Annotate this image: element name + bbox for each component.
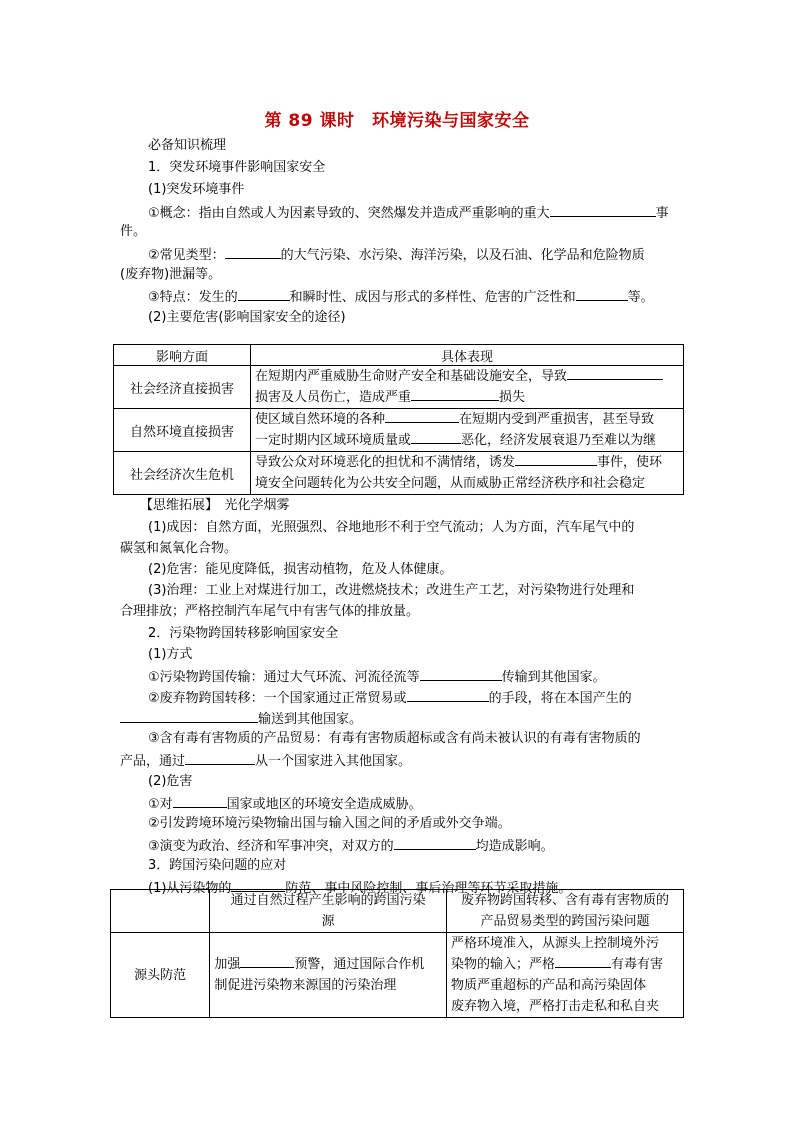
natural-measures-cell <box>210 933 447 1018</box>
s2-sub2: (2)危害 <box>148 774 193 789</box>
harm-line <box>148 837 554 855</box>
hazards-table <box>113 344 684 495</box>
method-text: 的手段，将在本国产生的 <box>488 691 632 706</box>
blank <box>576 288 628 301</box>
features-text-3: 等。 <box>627 290 654 305</box>
detail-text: 损失 <box>499 390 526 405</box>
blank <box>394 837 476 850</box>
method-text: 输送到其他国家。 <box>258 712 363 727</box>
s1-heading: 1．突发环境事件影响国家安全 <box>148 160 326 175</box>
aspect-cell: 自然环境直接损害 <box>114 409 251 452</box>
detail-text: 在短期内受到严重损害，甚至导致 <box>459 412 655 427</box>
types-line <box>148 246 645 264</box>
blank <box>240 955 294 968</box>
blank <box>550 204 656 217</box>
think-heading: 【思维拓展】 光化学烟雾 <box>140 498 290 513</box>
think-line: (1)成因：自然方面，光照强烈、谷地地形不利于空气流动；人为方面，汽车尾气中的 <box>148 520 635 535</box>
detail-cell <box>251 452 684 495</box>
method-line: ③含有毒有害物质的产品贸易：有毒有害物质超标或含有尚未被认识的有毒有害物质的 <box>148 731 641 746</box>
blank <box>555 955 611 968</box>
header-text: 源 <box>321 914 335 929</box>
think-line: 合理排放；严格控制汽车尾气中有害气体的排放量。 <box>120 604 420 619</box>
cell-text: 严格环境准入，从源头上控制境外污 <box>451 936 660 951</box>
section-heading: 必备知识梳理 <box>148 138 227 153</box>
think-line: (2)危害：能见度降低，损害动植物，危及人体健康。 <box>148 562 453 577</box>
blank <box>173 795 227 808</box>
header-text: 通过自然过程产生影响的跨国污染 <box>230 893 426 908</box>
blank <box>411 388 499 401</box>
harm-line <box>148 795 422 813</box>
think-line: 碳氢和氮氧化合物。 <box>120 541 238 556</box>
detail-text: 导致公众对环境恶化的担忧和不满情绪，诱发 <box>255 455 516 470</box>
blank <box>515 453 597 466</box>
page-title: 第 89 课时 环境污染与国家安全 <box>264 111 530 131</box>
cell-text: 染物的输入；严格 <box>451 957 556 972</box>
row-label: 源头防范 <box>111 933 210 1018</box>
harm-text: 均造成影响。 <box>475 839 554 854</box>
types-text: ②常见类型： <box>148 248 225 263</box>
cell-text: 预警，通过国际合作机 <box>294 957 425 972</box>
harm-line: ②引发跨境环境污染物输出国与输入国之间的矛盾或外交争端。 <box>148 816 511 831</box>
detail-cell <box>251 366 684 409</box>
cell-text: 废弃物入境，严格打击走私和私自夹 <box>451 999 660 1014</box>
table-header: 具体表现 <box>251 345 684 366</box>
header-text: 废弃物跨国转移、含有毒有害物质的 <box>460 893 669 908</box>
method-line <box>120 752 411 770</box>
blank <box>385 410 459 423</box>
table-header <box>447 890 684 933</box>
harm-text: 国家或地区的环境安全造成威胁。 <box>226 797 422 812</box>
s2-heading: 2．污染物跨国转移影响国家安全 <box>148 626 339 641</box>
blank <box>238 288 290 301</box>
detail-text: 恶化，经济发展衰退乃至难以为继 <box>461 433 657 448</box>
table-header <box>210 890 447 933</box>
aspect-cell: 社会经济次生危机 <box>114 452 251 495</box>
harm-text: ③演变为政治、经济和军事冲突，对双方的 <box>148 839 394 854</box>
detail-text: 境安全问题转化为公共安全问题，从而威胁正常经济秩序和社会稳定 <box>255 476 646 491</box>
response-table <box>110 889 684 1018</box>
features-text-2: 和瞬时性、成因与形式的多样性、危害的广泛性和 <box>289 290 576 305</box>
detail-text: 事件，使环 <box>597 455 663 470</box>
table-row <box>114 409 684 452</box>
method-line <box>148 668 606 686</box>
detail-text: 在短期内严重威胁生命财产安全和基础设施安全，导致 <box>255 369 568 384</box>
detail-text: 一定时期内区域环境质量或 <box>255 433 412 448</box>
s1-sub2: (2)主要危害(影响国家安全的途径) <box>148 310 346 325</box>
blank <box>411 431 461 444</box>
concept-tail: 事 <box>655 206 669 221</box>
method-text: 产品，通过 <box>120 754 186 769</box>
blank <box>407 689 489 702</box>
s3-text: (1)从污染物的 <box>148 881 232 896</box>
blank <box>120 710 258 723</box>
types-end: (废弃物)泄漏等。 <box>120 267 222 282</box>
method-line <box>148 689 632 707</box>
method-text: ①污染物跨国传输：通过大气环流、河流径流等 <box>148 670 420 685</box>
table-header-row <box>111 890 684 933</box>
table-header-empty <box>111 890 210 933</box>
cell-text: 制促进污染物来源国的污染治理 <box>214 978 397 993</box>
table-header: 影响方面 <box>114 345 251 366</box>
aspect-cell: 社会经济直接损害 <box>114 366 251 409</box>
method-text: 从一个国家进入其他国家。 <box>255 754 412 769</box>
detail-cell <box>251 409 684 452</box>
table-row <box>114 366 684 409</box>
blank <box>567 367 663 380</box>
features-line <box>148 288 654 306</box>
detail-text: 使区域自然环境的各种 <box>255 412 386 427</box>
concept-line <box>148 204 669 222</box>
cell-text: 加强 <box>214 957 241 972</box>
table-row <box>111 933 684 1018</box>
method-line <box>120 710 362 728</box>
s3-text: 防范、事中风险控制、事后治理等环节采取措施。 <box>285 881 572 896</box>
s2-sub1: (1)方式 <box>148 647 193 662</box>
concept-end: 件。 <box>120 224 147 239</box>
features-text: ③特点：发生的 <box>148 290 238 305</box>
harm-text: ①对 <box>148 797 173 812</box>
s3-heading: 3．跨国污染问题的应对 <box>148 858 287 873</box>
concept-text: ①概念：指由自然或人为因素导致的、突然爆发并造成严重影响的重大 <box>148 206 550 221</box>
think-line: (3)治理：工业上对煤进行加工，改进燃烧技术；改进生产工艺，对污染物进行处理和 <box>148 583 635 598</box>
cell-text: 物质严重超标的产品和高污染固体 <box>451 978 647 993</box>
types-text-2: 的大气污染、水污染、海洋污染，以及石油、化学品和危险物质 <box>280 248 645 263</box>
blank <box>420 668 502 681</box>
blank <box>185 752 255 765</box>
header-text: 产品贸易类型的跨国污染问题 <box>480 914 650 929</box>
method-text: ②废弃物跨国转移：一个国家通过正常贸易或 <box>148 691 407 706</box>
detail-text: 损害及人员伤亡，造成严重 <box>255 390 412 405</box>
cell-text: 有毒有害 <box>611 957 664 972</box>
table-header-row <box>114 345 684 366</box>
s1-sub1: (1)突发环境事件 <box>148 182 245 197</box>
method-text: 传输到其他国家。 <box>501 670 606 685</box>
blank <box>225 246 281 259</box>
trade-measures-cell <box>447 933 684 1018</box>
table-row <box>114 452 684 495</box>
